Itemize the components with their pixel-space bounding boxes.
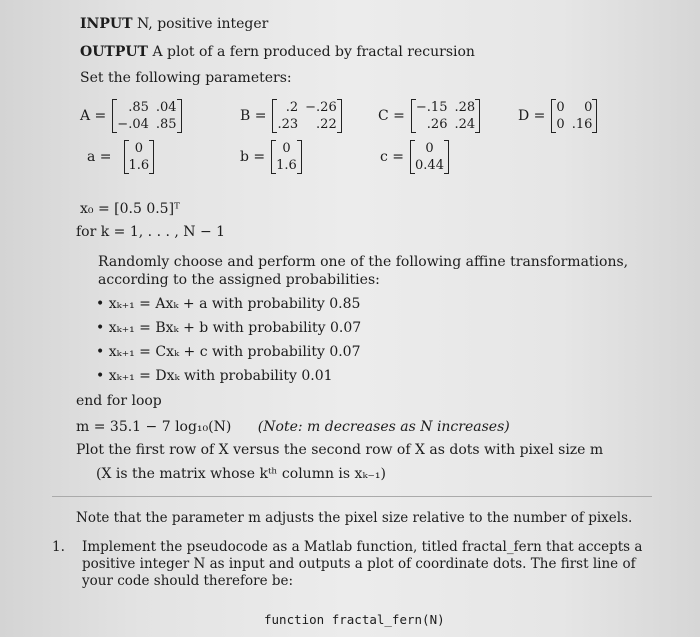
output-line	[80, 44, 475, 60]
vector-a-label: a =	[87, 149, 112, 165]
vector-c-label: c =	[380, 149, 405, 165]
m-note: (Note: m decreases as N increases)	[257, 419, 510, 435]
output-label: OUTPUT	[80, 44, 148, 60]
instruction-line-1: Randomly choose and perform one of the following affine transformations,	[98, 254, 629, 270]
matrix-B-cell: −.26	[305, 100, 337, 115]
vector-a	[87, 140, 154, 174]
divider	[52, 496, 652, 497]
vector-c	[380, 140, 449, 174]
matrix-A-cell: .85	[155, 117, 177, 132]
matrix-C	[378, 99, 480, 133]
matrix-B-label: B =	[240, 108, 267, 124]
matrix-B-cell: .23	[277, 117, 299, 132]
matrix-D-cell: 0	[556, 117, 565, 132]
task-number: 1.	[52, 539, 65, 555]
matrix-D	[518, 99, 597, 133]
x0-line: x₀ = [0.5 0.5]ᵀ	[80, 201, 180, 217]
vector-b	[240, 140, 302, 174]
vector-b-cell: 0	[282, 141, 291, 156]
input-text: N, positive integer	[136, 16, 269, 32]
x-matrix-note: (X is the matrix whose kᵗʰ column is xₖ₋₁)	[96, 466, 387, 482]
matrix-B	[240, 99, 342, 133]
bullet-text: xₖ₊₁ = Bxₖ + b with probability 0.07	[108, 320, 362, 336]
matrix-D-label: D =	[518, 108, 546, 124]
code-line: function fractal_fern(N)	[264, 612, 445, 627]
matrix-D-cell: 0	[584, 100, 593, 115]
task-line-2: positive integer N as input and outputs a plot of coordinate dots. The first line of	[82, 556, 636, 572]
bullet-item: • xₖ₊₁ = Axₖ + a with probability 0.85	[96, 296, 361, 312]
pixel-note: Note that the parameter m adjusts the pixel size relative to the number of pixels.	[76, 510, 633, 526]
bullet-item: • xₖ₊₁ = Bxₖ + b with probability 0.07	[96, 320, 362, 336]
matrix-D-cell: .16	[571, 117, 593, 132]
bullet-item: • xₖ₊₁ = Dxₖ with probability 0.01	[96, 368, 333, 384]
matrix-C-cell: .26	[426, 117, 448, 132]
vector-c-cell: 0	[425, 141, 434, 156]
vector-a-cell: 1.6	[128, 158, 150, 173]
matrix-C-cell: .24	[454, 117, 476, 132]
m-formula-line	[76, 419, 510, 435]
output-text: A plot of a fern produced by fractal recursion	[152, 44, 475, 60]
matrix-A-cell: .85	[128, 100, 149, 115]
vector-c-cell: 0.44	[415, 158, 444, 173]
m-formula: m = 35.1 − 7 log₁₀(N)	[76, 419, 232, 435]
matrix-C-cell: −.15	[415, 100, 448, 115]
end-loop-line: end for loop	[76, 393, 162, 409]
loop-line: for k = 1, . . . , N − 1	[76, 224, 226, 240]
matrix-B-cell: .22	[316, 117, 337, 132]
matrix-C-label: C =	[378, 108, 405, 124]
matrix-B-cell: .2	[285, 100, 299, 115]
matrix-A-label: A =	[80, 108, 107, 124]
vector-b-label: b =	[240, 149, 266, 165]
matrix-D-cell: 0	[556, 100, 565, 115]
vector-b-cell: 1.6	[276, 158, 297, 173]
matrix-A-cell: −.04	[117, 117, 149, 132]
matrix-A	[80, 99, 182, 133]
input-line	[80, 16, 268, 32]
bullet-item: • xₖ₊₁ = Cxₖ + c with probability 0.07	[96, 344, 361, 360]
input-label: INPUT	[80, 16, 133, 32]
matrix-A-cell: .04	[155, 100, 177, 115]
bullet-text: xₖ₊₁ = Axₖ + a with probability 0.85	[108, 296, 361, 312]
matrix-C-cell: .28	[454, 100, 476, 115]
params-intro: Set the following parameters:	[80, 70, 292, 86]
bullet-text: xₖ₊₁ = Dxₖ with probability 0.01	[108, 368, 333, 384]
task-line-3: your code should therefore be:	[82, 573, 294, 589]
task-line-1: Implement the pseudocode as a Matlab function, titled fractal_fern that accepts a	[82, 539, 643, 555]
vector-a-cell: 0	[134, 141, 144, 156]
instruction-line-2: according to the assigned probabilities:	[98, 272, 380, 288]
bullet-text: xₖ₊₁ = Cxₖ + c with probability 0.07	[108, 344, 361, 360]
plot-line: Plot the first row of X versus the second row of X as dots with pixel size m	[76, 442, 604, 458]
